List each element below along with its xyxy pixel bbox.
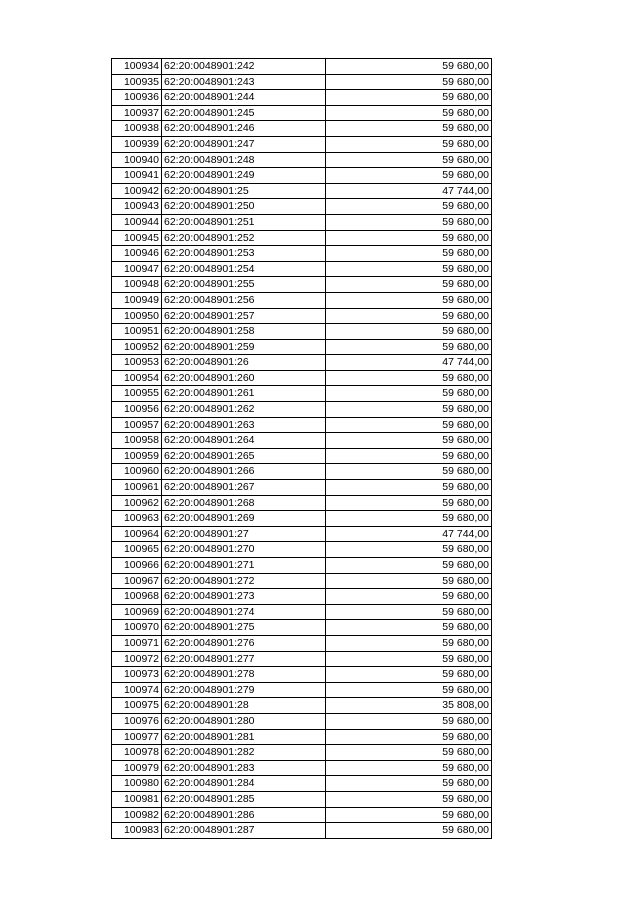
table-row	[112, 136, 492, 152]
table-row	[112, 589, 492, 605]
cadastral-value-cell: 59 680,00	[326, 729, 492, 745]
row-id-cell: 100979	[112, 760, 162, 776]
cadastral-value-cell: 59 680,00	[326, 776, 492, 792]
cadastral-number-cell: 62:20:0048901:261	[162, 386, 326, 402]
row-id-cell: 100942	[112, 183, 162, 199]
cadastral-number-cell: 62:20:0048901:252	[162, 230, 326, 246]
cadastral-value-cell: 59 680,00	[326, 199, 492, 215]
table-row	[112, 308, 492, 324]
cadastral-value-cell: 47 744,00	[326, 526, 492, 542]
cadastral-number-cell: 62:20:0048901:280	[162, 713, 326, 729]
cadastral-number-cell: 62:20:0048901:281	[162, 729, 326, 745]
cadastral-value-cell: 59 680,00	[326, 667, 492, 683]
cadastral-value-cell: 59 680,00	[326, 635, 492, 651]
cadastral-value-cell: 59 680,00	[326, 760, 492, 776]
cadastral-value-cell: 59 680,00	[326, 59, 492, 75]
cadastral-value-cell: 59 680,00	[326, 152, 492, 168]
row-id-cell: 100952	[112, 339, 162, 355]
cadastral-number-cell: 62:20:0048901:264	[162, 433, 326, 449]
cadastral-value-cell: 59 680,00	[326, 339, 492, 355]
cadastral-value-cell: 59 680,00	[326, 417, 492, 433]
cadastral-value-cell: 47 744,00	[326, 183, 492, 199]
cadastral-value-cell: 59 680,00	[326, 542, 492, 558]
cadastral-number-cell: 62:20:0048901:267	[162, 480, 326, 496]
cadastral-number-cell: 62:20:0048901:273	[162, 589, 326, 605]
table-row	[112, 90, 492, 106]
cadastral-number-cell: 62:20:0048901:28	[162, 698, 326, 714]
table-row	[112, 417, 492, 433]
table-row	[112, 261, 492, 277]
row-id-cell: 100938	[112, 121, 162, 137]
table-row	[112, 729, 492, 745]
row-id-cell: 100965	[112, 542, 162, 558]
table-row	[112, 526, 492, 542]
cadastral-number-cell: 62:20:0048901:268	[162, 495, 326, 511]
cadastral-value-cell: 35 808,00	[326, 698, 492, 714]
cadastral-value-cell: 59 680,00	[326, 121, 492, 137]
cadastral-value-cell: 59 680,00	[326, 651, 492, 667]
cadastral-number-cell: 62:20:0048901:287	[162, 823, 326, 839]
row-id-cell: 100978	[112, 745, 162, 761]
cadastral-number-cell: 62:20:0048901:251	[162, 214, 326, 230]
row-id-cell: 100935	[112, 74, 162, 90]
row-id-cell: 100980	[112, 776, 162, 792]
cadastral-value-cell: 59 680,00	[326, 90, 492, 106]
cadastral-value-cell: 59 680,00	[326, 589, 492, 605]
cadastral-value-cell: 59 680,00	[326, 277, 492, 293]
table-row	[112, 74, 492, 90]
cadastral-number-cell: 62:20:0048901:260	[162, 370, 326, 386]
row-id-cell: 100954	[112, 370, 162, 386]
cadastral-value-cell: 59 680,00	[326, 308, 492, 324]
row-id-cell: 100940	[112, 152, 162, 168]
cadastral-value-cell: 59 680,00	[326, 480, 492, 496]
row-id-cell: 100975	[112, 698, 162, 714]
cadastral-value-cell: 59 680,00	[326, 230, 492, 246]
row-id-cell: 100949	[112, 292, 162, 308]
cadastral-number-cell: 62:20:0048901:271	[162, 558, 326, 574]
table-row	[112, 214, 492, 230]
cadastral-number-cell: 62:20:0048901:247	[162, 136, 326, 152]
row-id-cell: 100969	[112, 604, 162, 620]
table-row	[112, 573, 492, 589]
cadastral-value-cell: 59 680,00	[326, 495, 492, 511]
row-id-cell: 100973	[112, 667, 162, 683]
cadastral-value-cell: 59 680,00	[326, 136, 492, 152]
cadastral-value-cell: 59 680,00	[326, 214, 492, 230]
cadastral-number-cell: 62:20:0048901:272	[162, 573, 326, 589]
row-id-cell: 100946	[112, 246, 162, 262]
table-row	[112, 59, 492, 75]
table-row	[112, 604, 492, 620]
row-id-cell: 100967	[112, 573, 162, 589]
table-row	[112, 667, 492, 683]
cadastral-number-cell: 62:20:0048901:266	[162, 464, 326, 480]
cadastral-number-cell: 62:20:0048901:277	[162, 651, 326, 667]
row-id-cell: 100972	[112, 651, 162, 667]
table-row	[112, 448, 492, 464]
table-row	[112, 324, 492, 340]
cadastral-number-cell: 62:20:0048901:27	[162, 526, 326, 542]
cadastral-number-cell: 62:20:0048901:253	[162, 246, 326, 262]
row-id-cell: 100951	[112, 324, 162, 340]
table-row	[112, 682, 492, 698]
row-id-cell: 100976	[112, 713, 162, 729]
cadastral-value-cell: 59 680,00	[326, 386, 492, 402]
row-id-cell: 100968	[112, 589, 162, 605]
cadastral-number-cell: 62:20:0048901:257	[162, 308, 326, 324]
cadastral-number-cell: 62:20:0048901:25	[162, 183, 326, 199]
row-id-cell: 100939	[112, 136, 162, 152]
cadastral-value-cell: 59 680,00	[326, 324, 492, 340]
cadastral-number-cell: 62:20:0048901:246	[162, 121, 326, 137]
cadastral-value-cell: 59 680,00	[326, 791, 492, 807]
cadastral-number-cell: 62:20:0048901:275	[162, 620, 326, 636]
table-row	[112, 713, 492, 729]
row-id-cell: 100963	[112, 511, 162, 527]
cadastral-number-cell: 62:20:0048901:248	[162, 152, 326, 168]
table-row	[112, 433, 492, 449]
cadastral-number-cell: 62:20:0048901:285	[162, 791, 326, 807]
cadastral-value-cell: 59 680,00	[326, 511, 492, 527]
table-row	[112, 105, 492, 121]
cadastral-value-cell: 59 680,00	[326, 713, 492, 729]
cadastral-value-cell: 59 680,00	[326, 292, 492, 308]
cadastral-value-cell: 47 744,00	[326, 355, 492, 371]
cadastral-value-cell: 59 680,00	[326, 105, 492, 121]
table-body	[112, 59, 492, 839]
cadastral-number-cell: 62:20:0048901:282	[162, 745, 326, 761]
table-row	[112, 246, 492, 262]
table-row	[112, 776, 492, 792]
cadastral-value-cell: 59 680,00	[326, 261, 492, 277]
table-row	[112, 355, 492, 371]
row-id-cell: 100945	[112, 230, 162, 246]
row-id-cell: 100982	[112, 807, 162, 823]
cadastral-number-cell: 62:20:0048901:250	[162, 199, 326, 215]
cadastral-number-cell: 62:20:0048901:263	[162, 417, 326, 433]
row-id-cell: 100981	[112, 791, 162, 807]
row-id-cell: 100936	[112, 90, 162, 106]
row-id-cell: 100944	[112, 214, 162, 230]
row-id-cell: 100974	[112, 682, 162, 698]
table-row	[112, 480, 492, 496]
table-row	[112, 464, 492, 480]
cadastral-number-cell: 62:20:0048901:254	[162, 261, 326, 277]
cadastral-number-cell: 62:20:0048901:242	[162, 59, 326, 75]
row-id-cell: 100970	[112, 620, 162, 636]
table-row	[112, 745, 492, 761]
cadastral-number-cell: 62:20:0048901:269	[162, 511, 326, 527]
cadastral-value-cell: 59 680,00	[326, 74, 492, 90]
cadastral-value-cell: 59 680,00	[326, 246, 492, 262]
cadastral-number-cell: 62:20:0048901:283	[162, 760, 326, 776]
cadastral-value-cell: 59 680,00	[326, 823, 492, 839]
row-id-cell: 100950	[112, 308, 162, 324]
cadastral-number-cell: 62:20:0048901:270	[162, 542, 326, 558]
table-row	[112, 495, 492, 511]
row-id-cell: 100948	[112, 277, 162, 293]
table-row	[112, 635, 492, 651]
table-row	[112, 370, 492, 386]
row-id-cell: 100958	[112, 433, 162, 449]
cadastral-number-cell: 62:20:0048901:26	[162, 355, 326, 371]
row-id-cell: 100961	[112, 480, 162, 496]
table-row	[112, 823, 492, 839]
row-id-cell: 100937	[112, 105, 162, 121]
table-row	[112, 698, 492, 714]
table-row	[112, 807, 492, 823]
cadastral-number-cell: 62:20:0048901:279	[162, 682, 326, 698]
table-row	[112, 121, 492, 137]
row-id-cell: 100959	[112, 448, 162, 464]
table-row	[112, 230, 492, 246]
table-row	[112, 386, 492, 402]
cadastral-value-cell: 59 680,00	[326, 448, 492, 464]
cadastral-number-cell: 62:20:0048901:276	[162, 635, 326, 651]
row-id-cell: 100957	[112, 417, 162, 433]
cadastral-value-cell: 59 680,00	[326, 620, 492, 636]
table-row	[112, 277, 492, 293]
row-id-cell: 100962	[112, 495, 162, 511]
cadastral-number-cell: 62:20:0048901:274	[162, 604, 326, 620]
row-id-cell: 100943	[112, 199, 162, 215]
cadastral-number-cell: 62:20:0048901:256	[162, 292, 326, 308]
row-id-cell: 100983	[112, 823, 162, 839]
table-row	[112, 292, 492, 308]
table-row	[112, 620, 492, 636]
row-id-cell: 100964	[112, 526, 162, 542]
cadastral-value-cell: 59 680,00	[326, 807, 492, 823]
cadastral-value-cell: 59 680,00	[326, 745, 492, 761]
table-row	[112, 651, 492, 667]
cadastral-value-cell: 59 680,00	[326, 370, 492, 386]
cadastral-value-cell: 59 680,00	[326, 402, 492, 418]
table-row	[112, 760, 492, 776]
cadastral-number-cell: 62:20:0048901:259	[162, 339, 326, 355]
cadastral-value-cell: 59 680,00	[326, 464, 492, 480]
row-id-cell: 100977	[112, 729, 162, 745]
table-row	[112, 168, 492, 184]
table-row	[112, 542, 492, 558]
cadastral-value-cell: 59 680,00	[326, 682, 492, 698]
table-row	[112, 791, 492, 807]
cadastral-number-cell: 62:20:0048901:258	[162, 324, 326, 340]
cadastral-number-cell: 62:20:0048901:284	[162, 776, 326, 792]
row-id-cell: 100934	[112, 59, 162, 75]
cadastral-value-cell: 59 680,00	[326, 433, 492, 449]
cadastral-number-cell: 62:20:0048901:286	[162, 807, 326, 823]
cadastral-number-cell: 62:20:0048901:262	[162, 402, 326, 418]
row-id-cell: 100966	[112, 558, 162, 574]
cadastral-number-cell: 62:20:0048901:249	[162, 168, 326, 184]
row-id-cell: 100971	[112, 635, 162, 651]
table-row	[112, 339, 492, 355]
row-id-cell: 100956	[112, 402, 162, 418]
table-row	[112, 152, 492, 168]
cadastral-number-cell: 62:20:0048901:244	[162, 90, 326, 106]
cadastral-number-cell: 62:20:0048901:243	[162, 74, 326, 90]
cadastral-number-cell: 62:20:0048901:265	[162, 448, 326, 464]
table-row	[112, 183, 492, 199]
cadastral-number-cell: 62:20:0048901:278	[162, 667, 326, 683]
row-id-cell: 100960	[112, 464, 162, 480]
cadastral-value-cell: 59 680,00	[326, 558, 492, 574]
row-id-cell: 100953	[112, 355, 162, 371]
row-id-cell: 100947	[112, 261, 162, 277]
cadastral-value-table	[111, 58, 492, 839]
cadastral-number-cell: 62:20:0048901:245	[162, 105, 326, 121]
cadastral-value-cell: 59 680,00	[326, 604, 492, 620]
table-row	[112, 199, 492, 215]
cadastral-number-cell: 62:20:0048901:255	[162, 277, 326, 293]
table-row	[112, 402, 492, 418]
cadastral-value-cell: 59 680,00	[326, 573, 492, 589]
table-row	[112, 511, 492, 527]
table-row	[112, 558, 492, 574]
row-id-cell: 100955	[112, 386, 162, 402]
row-id-cell: 100941	[112, 168, 162, 184]
cadastral-value-cell: 59 680,00	[326, 168, 492, 184]
